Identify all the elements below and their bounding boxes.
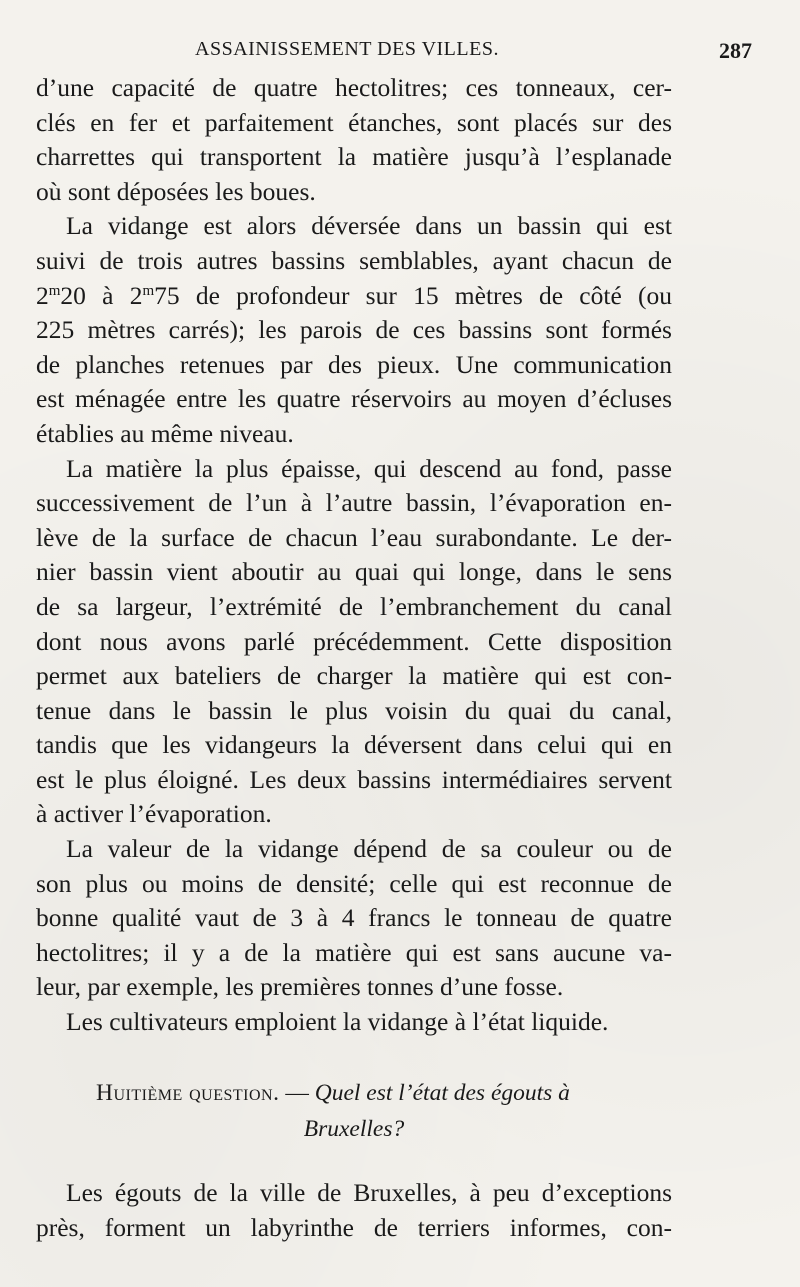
question-heading	[36, 1075, 672, 1147]
text-line: près, forment un labyrinthe de terriers informes, con-	[36, 1212, 672, 1242]
text-line: successivement de l’un à l’autre bassin, l’évaporation en-	[36, 488, 672, 518]
running-head	[40, 34, 760, 68]
text-line: hectolitres; il y a de la matière qui est sans aucune va-	[36, 937, 672, 967]
question-line-1	[36, 1075, 672, 1111]
following-text	[36, 1176, 672, 1245]
text-line: La matière la plus épaisse, qui descend au fond, passe	[66, 453, 672, 483]
text-line: nier bassin vient aboutir au quai qui longe, dans le sens	[36, 557, 672, 587]
text-line: à activer l’évaporation.	[36, 799, 272, 829]
measure-part: 20 à 2	[60, 280, 143, 310]
question-title: Quel est l’état des égouts à	[314, 1080, 570, 1106]
meter-superscript: m	[142, 282, 155, 299]
page-number: 287	[719, 38, 752, 63]
text-line: La valeur de la vidange dépend de sa couleur ou de	[66, 834, 672, 864]
main-text	[36, 71, 672, 1040]
text-line: est ménagée entre les quatre réservoirs au moyen d’écluses	[36, 384, 672, 414]
text-line: Les cultivateurs emploient la vidange à l’état liquide.	[66, 1007, 609, 1037]
text-line: tandis que les vidangeurs la déversent dans celui qui en	[36, 730, 672, 760]
text-line: Les égouts de la ville de Bruxelles, à peu d’exceptions	[66, 1178, 672, 1207]
text-line: La vidange est alors déversée dans un bassin qui est	[66, 211, 672, 241]
text-line: tenue dans le bassin le plus voisin du quai du canal,	[36, 695, 672, 725]
question-label: Huitième question.	[96, 1080, 280, 1106]
text-line: bonne qualité vaut de 3 à 4 francs le tonneau de quatre	[36, 903, 672, 933]
text-line: lève de la surface de chacun l’eau surabondante. Le der-	[36, 522, 672, 552]
text-line: charrettes qui transportent la matière jusqu’à l’esplanade	[36, 142, 672, 172]
text-line: suivi de trois autres bassins semblables, ayant chacun de	[36, 245, 672, 275]
text-line: d’une capacité de quatre hectolitres; ces tonneaux, cer-	[36, 73, 672, 102]
question-line-2: Bruxelles?	[303, 1116, 405, 1142]
text-line: établies au même niveau.	[36, 418, 294, 448]
text-line: permet aux bateliers de charger la matière qui est con-	[36, 661, 672, 691]
text-line: 225 mètres carrés); les parois de ces bassins sont formés	[36, 315, 672, 345]
text-line: clés en fer et parfaitement étanches, sont placés sur des	[36, 107, 672, 137]
text-line: son plus ou moins de densité; celle qui est reconnue de	[36, 868, 672, 898]
running-title: ASSAINISSEMENT DES VILLES.	[195, 38, 499, 60]
text-line: leur, par exemple, les premières tonnes d’une fosse.	[36, 972, 564, 1002]
text-line: dont nous avons parlé précédemment. Cette disposition	[36, 626, 672, 656]
text-line: est le plus éloigné. Les deux bassins intermédiaires servent	[36, 764, 672, 794]
measurement-line	[36, 279, 672, 314]
text-line: de sa largeur, l’extrémité de l’embranchement du canal	[36, 591, 672, 621]
question-dash: —	[279, 1080, 315, 1106]
measure-part: 75 de profondeur sur 15 mètres de côté (ou	[154, 280, 672, 310]
text-line: de planches retenues par des pieux. Une communication	[36, 349, 672, 379]
text-line: où sont déposées les boues.	[36, 176, 316, 206]
meter-superscript: m	[48, 282, 61, 299]
measure-part: 2	[36, 280, 49, 310]
